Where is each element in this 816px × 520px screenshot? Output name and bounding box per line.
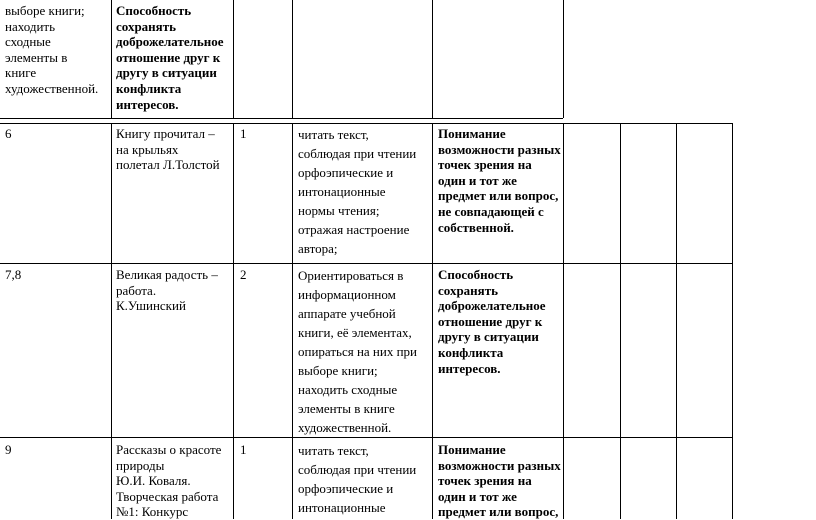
column-divider <box>563 0 564 118</box>
activity-cell: читать текст, соблюдая при чтении орфоэпические и интонационные <box>298 443 417 515</box>
activity-cell: Ориентироваться в информационном аппарате учебной книги, её элементах, опираться на них при выборе книги; находить сходные элементы в книге художественной. <box>298 268 418 435</box>
topic-cell: Книгу прочитал – на крыльях полетал Л.Толстой <box>116 126 220 173</box>
activity-cell: читать текст, соблюдая при чтении орфоэпические и интонационные нормы чтения; отражая настроение автора; <box>298 127 417 256</box>
topic-cell: Великая радость – работа. К.Ушинский <box>116 267 218 314</box>
topic-cell: Рассказы о красоте природы Ю.И. Коваля. Творческая работа №1: Конкурс <box>116 442 222 520</box>
row-divider <box>0 118 563 119</box>
row-number: 9 <box>5 442 12 457</box>
column-divider <box>732 123 733 519</box>
row-divider <box>0 263 732 264</box>
column-divider <box>292 123 293 519</box>
row-divider <box>0 437 732 438</box>
row-divider <box>0 123 732 124</box>
prev-result-cell: Способность сохранять доброжелательное отношение друг к другу в ситуации конфликта интересов. <box>116 3 224 112</box>
hours-cell: 2 <box>240 267 247 282</box>
result-cell: Понимание возможности разных точек зрения на один и тот же предмет или вопрос, <box>438 442 561 520</box>
column-divider <box>563 123 564 519</box>
prev-activity-cell: выборе книги; находить сходные элементы в книге художественной. <box>5 3 99 96</box>
column-divider <box>620 123 621 519</box>
column-divider <box>292 0 293 118</box>
column-divider <box>676 123 677 519</box>
column-divider <box>432 123 433 519</box>
column-divider <box>111 123 112 519</box>
column-divider <box>233 0 234 118</box>
column-divider <box>432 0 433 118</box>
column-divider <box>111 0 112 118</box>
row-number: 6 <box>5 126 12 141</box>
hours-cell: 1 <box>240 442 247 457</box>
result-cell: Способность сохранять доброжелательное отношение друг к другу в ситуации конфликта интересов. <box>438 267 546 376</box>
hours-cell: 1 <box>240 126 247 141</box>
row-number: 7,8 <box>5 267 22 282</box>
result-cell: Понимание возможности разных точек зрения на один и тот же предмет или вопрос, не совпадающей с собственной. <box>438 126 561 235</box>
column-divider <box>233 123 234 519</box>
